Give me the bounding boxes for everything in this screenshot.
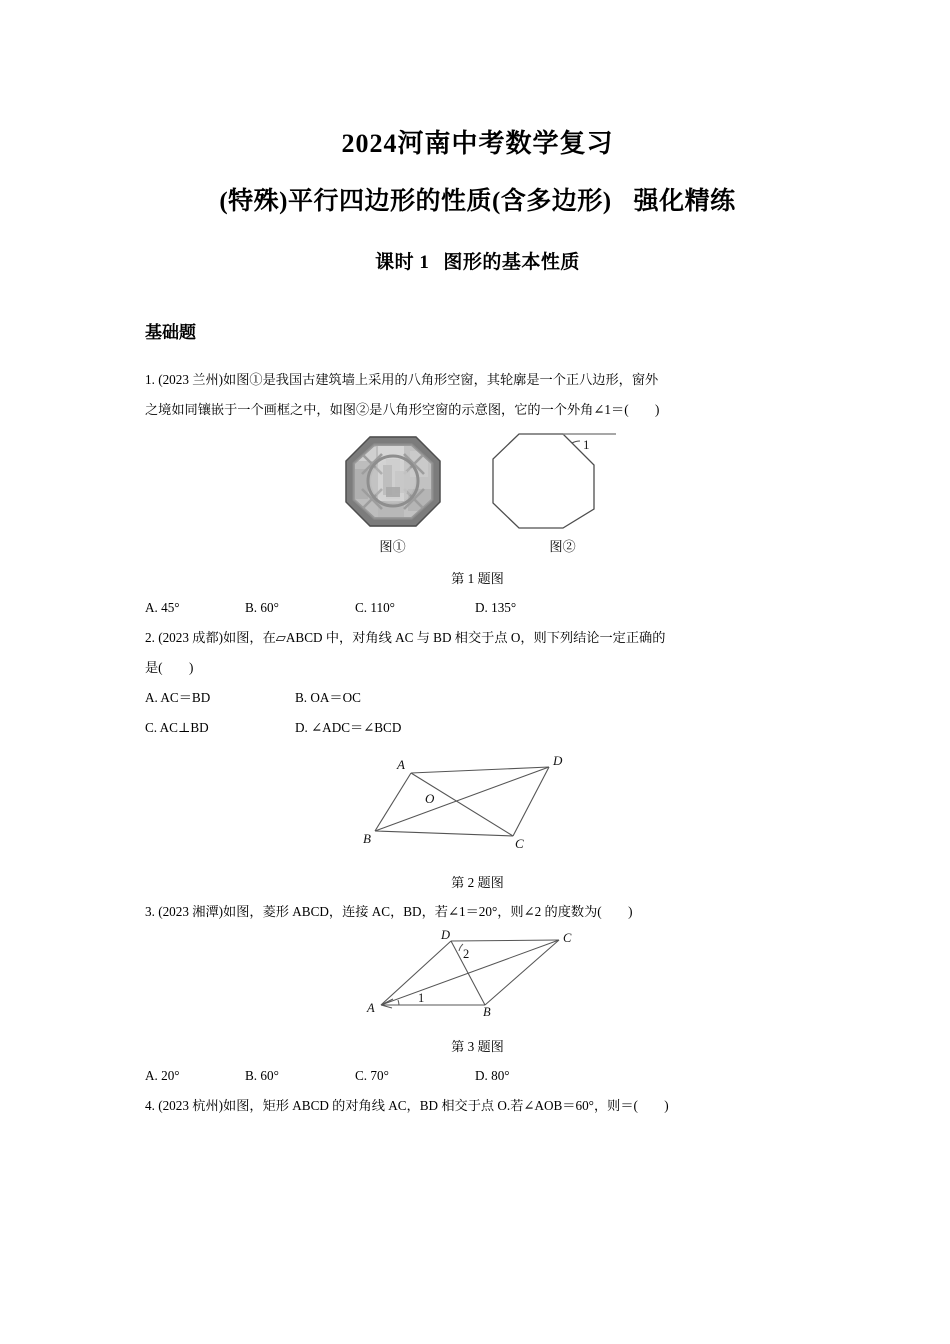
vertex-label-b: B	[362, 831, 371, 847]
question-2-line-2: 是( )	[145, 660, 194, 676]
question-3-line-1: 3. (2023 湘潭)如图，菱形 ABCD，连接 AC，BD，若∠1＝20°，则∠2 的度数为( )	[145, 904, 633, 920]
vertex-label-d: D	[552, 753, 562, 769]
vertex-label-c: C	[562, 931, 571, 946]
vertex-label-d: D	[440, 929, 450, 943]
q3-option-a: A. 20°	[145, 1068, 180, 1084]
vertex-label-a: A	[396, 757, 405, 773]
question-3-figure	[145, 929, 810, 1017]
question-1-line-1: 1. (2023 兰州)如图①是我国古建筑墙上采用的八角形空窗，其轮廓是一个正八边形，窗外	[145, 372, 659, 388]
question-2-figure	[145, 751, 810, 851]
vertex-label-a: A	[366, 1001, 375, 1016]
page-content	[145, 0, 810, 1121]
octagon-photo-svg	[338, 429, 448, 534]
question-4-line-1: 4. (2023 杭州)如图，矩形 ABCD 的对角线 AC，BD 相交于点 O.若∠AOB＝60°，则＝( )	[145, 1098, 669, 1114]
subtitle-suffix: 强化精练	[633, 188, 736, 216]
question-1-options	[145, 593, 810, 623]
question-1-line-2: 之境如同镶嵌于一个画框之中，如图②是八角形空窗的示意图，它的一个外角∠1＝( )	[145, 402, 660, 418]
q3-option-c: C. 70°	[355, 1068, 389, 1084]
vertex-label-b: B	[482, 1005, 491, 1018]
sub-caption-2: 图②	[549, 539, 576, 555]
q1-option-a: A. 45°	[145, 600, 180, 616]
vertex-label-c: C	[514, 836, 524, 852]
section-heading-basic: 基础题	[145, 323, 196, 343]
octagon-schematic	[488, 429, 618, 534]
q1-option-d: D. 135°	[475, 600, 517, 616]
octagon-schematic-svg	[488, 429, 618, 534]
page-title: 2024河南中考数学复习	[341, 129, 614, 158]
page-subtitle	[145, 187, 810, 217]
figure-sub-captions	[145, 536, 810, 555]
rhombus-figure-svg	[363, 929, 593, 1017]
octagon-window-photo	[338, 429, 448, 534]
vertex-label-o: O	[424, 791, 434, 807]
q2-option-a: A. AC＝BD	[145, 690, 211, 706]
angle-1-label: 1	[582, 437, 589, 453]
question-2-options-row-1	[145, 683, 810, 713]
lesson-title	[145, 247, 810, 274]
question-1-figure-caption: 第 1 题图	[451, 571, 504, 587]
question-2-line-1: 2. (2023 成都)如图，在▱ABCD 中，对角线 AC 与 BD 相交于点 O，则下列结论一定正确的	[145, 630, 666, 646]
question-2-figure-caption: 第 2 题图	[451, 875, 504, 891]
q2-option-b: B. OA＝OC	[295, 690, 361, 706]
angle-1-label: 1	[417, 991, 424, 1006]
q2-option-d: D. ∠ADC＝∠BCD	[295, 720, 402, 736]
q1-option-c: C. 110°	[355, 600, 395, 616]
q3-option-b: B. 60°	[245, 1068, 279, 1084]
question-2-options-row-2	[145, 713, 810, 743]
sub-caption-1: 图①	[379, 539, 406, 555]
question-1-figure	[145, 429, 810, 555]
subtitle-topic: (特殊)平行四边形的性质(含多边形)	[219, 188, 612, 216]
q3-option-d: D. 80°	[475, 1068, 510, 1084]
lesson-name: 图形的基本性质	[443, 252, 580, 274]
q2-option-c: C. AC⊥BD	[145, 720, 209, 736]
q1-option-b: B. 60°	[245, 600, 279, 616]
parallelogram-figure-svg	[363, 751, 593, 851]
angle-2-label: 2	[462, 947, 469, 962]
lesson-number: 课时 1	[375, 252, 430, 274]
question-3-options	[145, 1061, 810, 1091]
question-3-figure-caption: 第 3 题图	[451, 1039, 504, 1055]
